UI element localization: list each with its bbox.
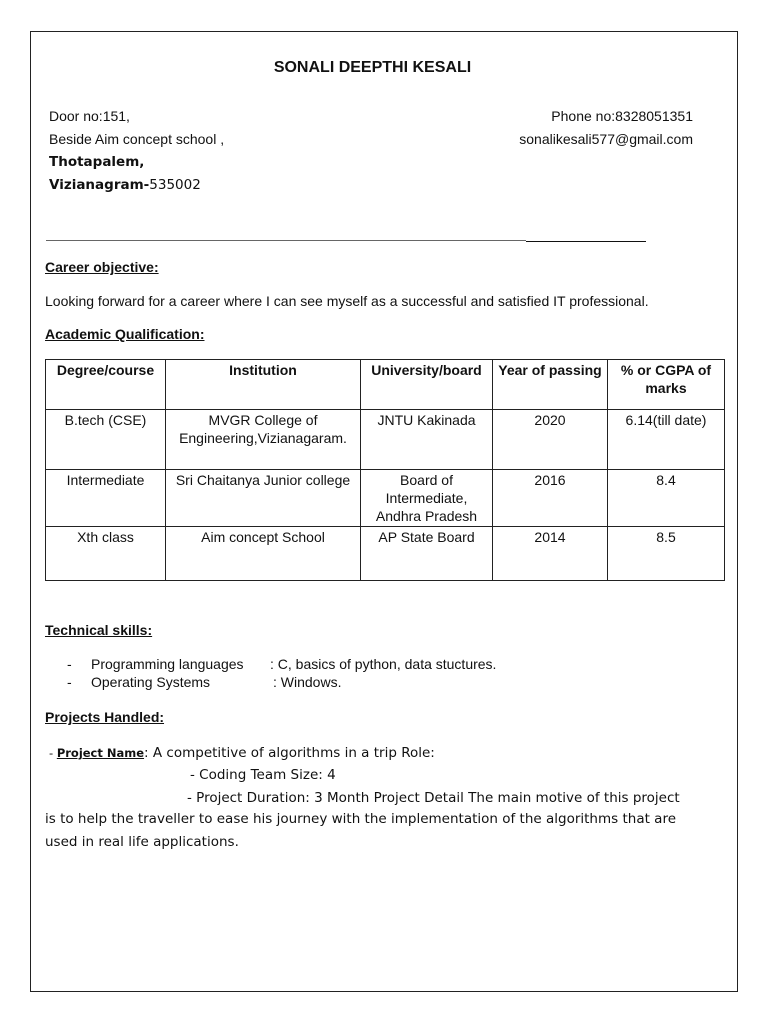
project-name-line: [49, 745, 435, 761]
skill-label-programming: Programming languages: [91, 656, 244, 672]
table-cell: 2016: [493, 470, 608, 527]
skill-value-programming: : C, basics of python, data stuctures.: [270, 656, 497, 672]
address-city: Vizianagram-: [49, 177, 150, 193]
career-objective-text: Looking forward for a career where I can see myself as a successful and satisfied IT professional.: [45, 293, 649, 309]
projects-heading: Projects Handled:: [45, 709, 165, 725]
skill-bullet-dash: -: [67, 674, 72, 690]
table-cell: 6.14(till date): [608, 410, 725, 470]
address-line-2: Beside Aim concept school ,: [49, 131, 225, 147]
technical-skills-heading: Technical skills:: [45, 622, 153, 638]
project-team-size: - Coding Team Size: 4: [190, 767, 336, 783]
table-row: [46, 410, 725, 470]
table-cell: Xth class: [46, 527, 166, 581]
address-pin: 535002: [149, 177, 201, 193]
project-dash: -: [49, 746, 57, 760]
table-cell: B.tech (CSE): [46, 410, 166, 470]
email-address: sonalikesali577@gmail.com: [519, 131, 693, 147]
table-cell: JNTU Kakinada: [361, 410, 493, 470]
career-objective-heading: Career objective:: [45, 259, 159, 275]
phone-number: Phone no:8328051351: [551, 108, 693, 124]
table-cell: Sri Chaitanya Junior college: [166, 470, 361, 527]
skill-value-os: : Windows.: [273, 674, 342, 690]
table-cell: AP State Board: [361, 527, 493, 581]
skill-bullet-dash: -: [67, 656, 72, 672]
table-cell: Board of Intermediate, Andhra Pradesh: [361, 470, 493, 527]
table-cell: 2020: [493, 410, 608, 470]
separator-line: [46, 240, 526, 241]
table-cell: MVGR College of Engineering,Vizianagaram.: [166, 410, 361, 470]
address-line-3: Thotapalem,: [49, 154, 145, 170]
separator-line-short: [526, 241, 646, 242]
column-header-degree: Degree/course: [46, 360, 166, 410]
candidate-name: SONALI DEEPTHI KESALI: [273, 59, 472, 76]
table-cell: 8.5: [608, 527, 725, 581]
table-cell: Aim concept School: [166, 527, 361, 581]
project-name-label: Project Name: [56, 746, 145, 760]
academic-table: [45, 359, 725, 581]
address-line-1: Door no:151,: [49, 108, 130, 124]
project-description-end: used in real life applications.: [45, 834, 239, 850]
table-cell: 2014: [493, 527, 608, 581]
project-name-text: : A competitive of algorithms in a trip Role:: [144, 745, 435, 761]
skill-label-os: Operating Systems: [91, 674, 211, 690]
column-header-university: University/board: [361, 360, 493, 410]
table-header-row: [46, 360, 725, 410]
column-header-institution: Institution: [166, 360, 361, 410]
table-row: [46, 470, 725, 527]
column-header-year: Year of passing: [493, 360, 608, 410]
academic-heading: Academic Qualification:: [45, 326, 205, 342]
column-header-marks: % or CGPA of marks: [608, 360, 725, 410]
table-row: [46, 527, 725, 581]
table-cell: 8.4: [608, 470, 725, 527]
project-duration: - Project Duration: 3 Month Project Detail The main motive of this project: [187, 790, 680, 806]
address-line-4: [49, 177, 201, 193]
table-cell: Intermediate: [46, 470, 166, 527]
project-description: is to help the traveller to ease his journey with the implementation of the algorithms that are: [45, 811, 677, 827]
